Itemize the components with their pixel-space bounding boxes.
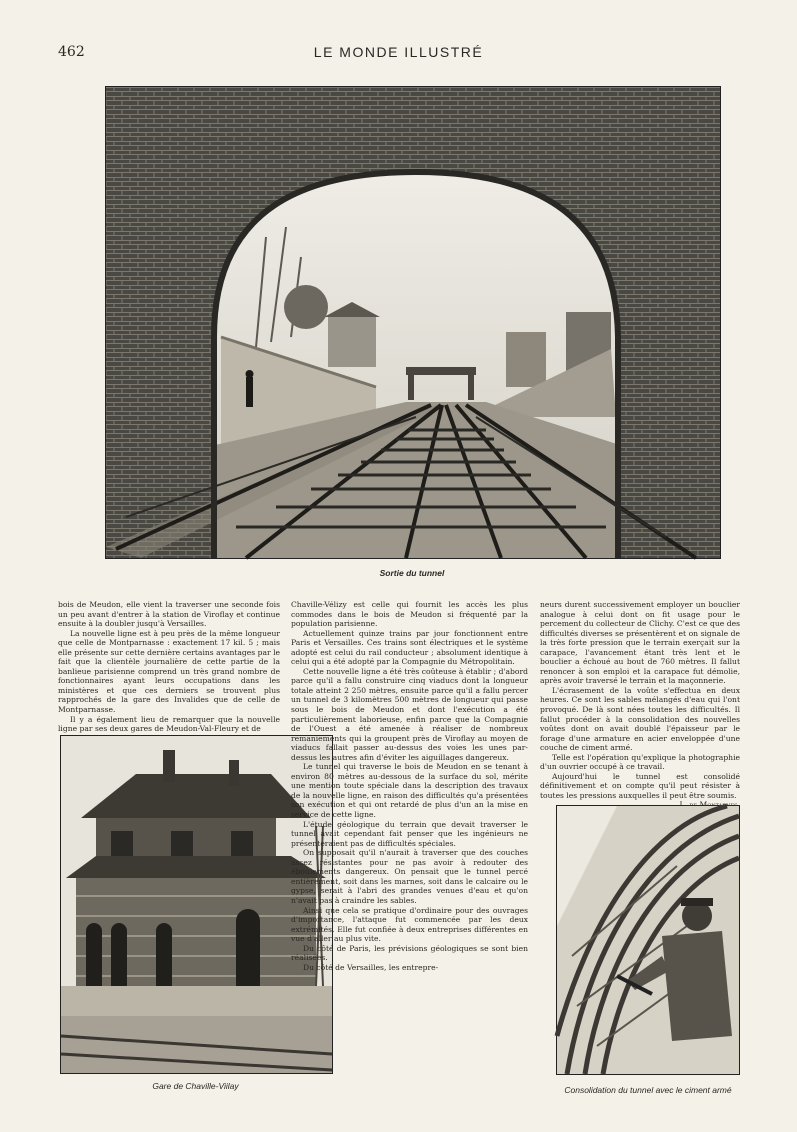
article-paragraph: Cette nouvelle ligne a été très coûteuse à établir ; d'abord parce qu'il a fallu construire cinq viaducs dont la longueur totale atteint 2 250 mètres, ensuite parce qu'il a fallu percer un tunnel de 3 kilomètres 500 mètres de longueur qui passe sous le bois de Meudon et dont l'exécution a été particulièrement laborieuse, enfin parce que la Compagnie de l'Ouest a été amenée à réaliser de nombreux remaniements qui la groupent près de Viroflay au moyen de viaducs fallait passer au-dessus des voies les unes par-dessus les autres afin d'éviter les aiguillages dangereux.	[291, 666, 528, 762]
article-paragraph: La nouvelle ligne est à peu près de la même longueur que celle de Montparnasse : exactement 17 kil. 5 ; mais elle présente sur cette dernière certains avantages par le fait que la clientèle journalière de cette partie de la banlieue parisienne comprend un très grand nombre de fonctionnaires ayant leurs occupations dans les ministères et que ces derniers se trouvent plus rapprochés de la gare des Invalides que de celle de Montparnasse.	[58, 628, 280, 715]
article-paragraph: bois de Meudon, elle vient la traverser une seconde fois un peu avant d'entrer à la station de Viroflay et continue ensuite à la doubler jusqu'à Versailles.	[58, 600, 280, 629]
page-number: 462	[58, 44, 85, 60]
article-paragraph: Ainsi que cela se pratique d'ordinaire pour des ouvrages d'importance, l'attaque fut commencée par les deux extrémités. Elle fut confiée à deux entreprises différentes en vue d'aller au plus vite.	[291, 905, 528, 944]
tunnel-photo	[105, 86, 721, 559]
consolidation-illustration	[557, 806, 739, 1074]
article-paragraph: Chaville-Vélizy est celle qui fournit les accès les plus commodes dans le bois de Meudon si fréquenté par la population parisienne.	[291, 600, 528, 629]
article-paragraph: L'écrasement de la voûte s'effectua en deux heures. Ce sont les sables mélangés d'eau qui l'ont provoqué. De là sont nées toutes les difficultés. Il fallut procéder à la consolidation des nouvelles voûtes dont on avait doublé l'épaisseur par le forage d'une armature en acier enveloppée d'une couche de ciment armé.	[540, 685, 740, 753]
article-column-2	[291, 600, 528, 1090]
article-paragraph: Il y a également lieu de remarquer que la nouvelle ligne par ses deux gares de Meudon-Val-Fleury et de	[58, 714, 280, 734]
article-paragraph: Telle est l'opération qu'explique la photographie d'un ouvrier occupé à ce travail.	[540, 752, 740, 772]
station-photo-caption: Gare de Chaville-Viilay	[152, 1081, 239, 1091]
article-paragraph: Actuellement quinze trains par jour fonctionnent entre Paris et Versailles. Ces trains sont électriques et le système adopté est celui du rail conducteur ; absolument identique à celui qui a été adopté par la Compagnie du Métropolitain.	[291, 628, 528, 667]
masthead-title: LE MONDE ILLUSTRÉ	[313, 44, 484, 60]
article-column-1	[58, 600, 280, 734]
tunnel-illustration	[106, 87, 720, 558]
article-paragraph: Aujourd'hui le tunnel est consolidé définitivement et on compte qu'il peut résister à toutes les pressions auxquelles il peut être soumis.	[540, 771, 740, 800]
article-paragraph: Du côté de Versailles, les entrepre-	[303, 962, 439, 972]
article-paragraph: Du côté de Paris, les prévisions géologiques se sont bien réalisées.	[291, 943, 528, 963]
article-paragraph: L'étude géologique du terrain que devait traverser le tunnel avait cependant fait penser que les ingénieurs ne présenteraient pas de difficultés spéciales.	[291, 819, 528, 848]
article-column-3	[540, 600, 740, 800]
tunnel-photo-caption: Sortie du tunnel	[379, 568, 445, 578]
article-paragraph: On supposait qu'il n'aurait à traverser que des couches assez résistantes pour ne pas avoir à redouter des éboulements dangereux. On pensait que le tunnel percé entièrement, soit dans les marnes, soit dans le calcaire ou le gypse, serait à l'abri des grandes venues d'eau et qu'on n'avait pas à craindre les sables.	[291, 848, 528, 905]
consolidation-photo-caption: Consolidation du tunnel avec le ciment armé	[564, 1085, 732, 1095]
consolidation-photo	[556, 805, 740, 1075]
article-paragraph: Le tunnel qui traverse le bois de Meudon en se tenant à environ 80 mètres au-dessous de la surface du sol, mérite une mention toute spéciale dans la description des travaux de la nouvelle ligne, en raison des difficultés qu'a présentées son exécution et qui ont retardé de plus d'un an la mise en service de cette ligne.	[291, 762, 528, 820]
article-paragraph: neurs durent successivement employer un bouclier analogue à celui dont on fit usage pour le percement du collecteur de Clichy. C'est ce que des difficultés diverses se présentèrent et on signale de la très forte pression que le terrain exerçait sur la carapace, l'avancement étant très lent et le bouclier a échoué au bout de 760 mètres. Il fallut renoncer à son emploi et la carapace fut démolie, après avoir traversé le terrain et la maçonnerie.	[540, 600, 740, 686]
